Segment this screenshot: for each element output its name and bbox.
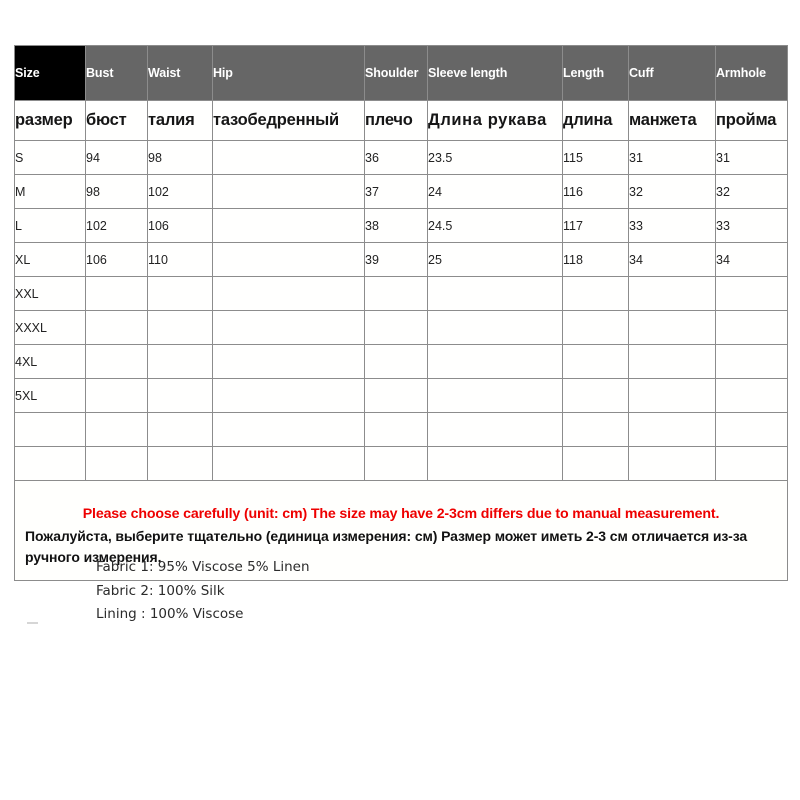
cell-waist bbox=[148, 379, 213, 413]
cell-bust: 106 bbox=[86, 243, 148, 277]
cell-cuff bbox=[629, 345, 716, 379]
cell-cuff bbox=[629, 447, 716, 481]
cell-size: 4XL bbox=[15, 345, 86, 379]
cell-sleeve-length: 23.5 bbox=[428, 141, 563, 175]
header-ru-size: размер bbox=[15, 101, 86, 141]
cell-sleeve-length bbox=[428, 447, 563, 481]
cell-length bbox=[563, 379, 629, 413]
cell-hip bbox=[213, 209, 365, 243]
cell-size bbox=[15, 413, 86, 447]
cell-size: S bbox=[15, 141, 86, 175]
cell-hip bbox=[213, 243, 365, 277]
cell-hip bbox=[213, 379, 365, 413]
header-ru-sleeve-length: Длина рукава bbox=[428, 101, 563, 141]
fabric-line-1: Fabric 1: 95% Viscose 5% Linen bbox=[96, 559, 310, 575]
cell-shoulder bbox=[365, 311, 428, 345]
cell-sleeve-length bbox=[428, 379, 563, 413]
cell-length bbox=[563, 447, 629, 481]
table-row bbox=[15, 277, 788, 311]
header-ru-length: длина bbox=[563, 101, 629, 141]
header-sleeve-length: Sleeve length bbox=[428, 46, 563, 101]
cell-hip bbox=[213, 413, 365, 447]
cell-waist: 102 bbox=[148, 175, 213, 209]
table-row bbox=[15, 209, 788, 243]
header-ru-bust: бюст bbox=[86, 101, 148, 141]
cell-armhole: 33 bbox=[716, 209, 788, 243]
cell-sleeve-length bbox=[428, 413, 563, 447]
margin-artifact-dash bbox=[27, 622, 38, 624]
cell-cuff bbox=[629, 311, 716, 345]
cell-cuff: 32 bbox=[629, 175, 716, 209]
cell-size: XL bbox=[15, 243, 86, 277]
cell-shoulder: 38 bbox=[365, 209, 428, 243]
cell-waist bbox=[148, 345, 213, 379]
cell-sleeve-length: 24 bbox=[428, 175, 563, 209]
header-waist: Waist bbox=[148, 46, 213, 101]
cell-shoulder bbox=[365, 379, 428, 413]
note-warning-russian: Пожалуйста, выберите тщательно (единица измерения: см) Размер может иметь 2-3 см отличается из-за ручного измерения. bbox=[25, 527, 748, 566]
header-shoulder: Shoulder bbox=[365, 46, 428, 101]
fabric-line-2: Fabric 2: 100% Silk bbox=[96, 582, 225, 599]
table-header-row-russian bbox=[15, 101, 788, 141]
cell-size: 5XL bbox=[15, 379, 86, 413]
cell-length bbox=[563, 345, 629, 379]
cell-waist bbox=[148, 447, 213, 481]
cell-size: L bbox=[15, 209, 86, 243]
cell-waist bbox=[148, 277, 213, 311]
cell-shoulder: 36 bbox=[365, 141, 428, 175]
cell-bust bbox=[86, 379, 148, 413]
table-row bbox=[15, 311, 788, 345]
table-row bbox=[15, 447, 788, 481]
cell-bust bbox=[86, 345, 148, 379]
cell-shoulder: 39 bbox=[365, 243, 428, 277]
cell-bust: 98 bbox=[86, 175, 148, 209]
cell-shoulder: 37 bbox=[365, 175, 428, 209]
cell-waist: 106 bbox=[148, 209, 213, 243]
table-row bbox=[15, 175, 788, 209]
cell-cuff bbox=[629, 413, 716, 447]
cell-size bbox=[15, 447, 86, 481]
cell-sleeve-length: 25 bbox=[428, 243, 563, 277]
header-ru-armhole: пройма bbox=[716, 101, 788, 141]
cell-hip bbox=[213, 277, 365, 311]
table-row bbox=[15, 243, 788, 277]
size-measurement-table bbox=[14, 45, 788, 581]
cell-waist bbox=[148, 311, 213, 345]
table-row bbox=[15, 141, 788, 175]
cell-hip bbox=[213, 141, 365, 175]
cell-length: 115 bbox=[563, 141, 629, 175]
cell-bust bbox=[86, 413, 148, 447]
cell-sleeve-length bbox=[428, 311, 563, 345]
cell-cuff: 33 bbox=[629, 209, 716, 243]
cell-sleeve-length bbox=[428, 277, 563, 311]
cell-length bbox=[563, 277, 629, 311]
cell-sleeve-length: 24.5 bbox=[428, 209, 563, 243]
cell-armhole bbox=[716, 413, 788, 447]
cell-shoulder bbox=[365, 345, 428, 379]
cell-waist: 110 bbox=[148, 243, 213, 277]
cell-sleeve-length bbox=[428, 345, 563, 379]
header-cuff: Cuff bbox=[629, 46, 716, 101]
header-ru-waist: талия bbox=[148, 101, 213, 141]
cell-armhole: 32 bbox=[716, 175, 788, 209]
cell-length: 118 bbox=[563, 243, 629, 277]
cell-size: XXL bbox=[15, 277, 86, 311]
fabric-line-3: Lining : 100% Viscose bbox=[96, 606, 244, 622]
header-bust: Bust bbox=[86, 46, 148, 101]
cell-length bbox=[563, 413, 629, 447]
cell-bust: 102 bbox=[86, 209, 148, 243]
cell-shoulder bbox=[365, 277, 428, 311]
cell-bust bbox=[86, 447, 148, 481]
cell-armhole bbox=[716, 447, 788, 481]
table-header-row-english bbox=[15, 46, 788, 101]
cell-cuff bbox=[629, 379, 716, 413]
cell-hip bbox=[213, 175, 365, 209]
cell-hip bbox=[213, 345, 365, 379]
header-ru-cuff: манжета bbox=[629, 101, 716, 141]
cell-bust: 94 bbox=[86, 141, 148, 175]
cell-waist: 98 bbox=[148, 141, 213, 175]
cell-bust bbox=[86, 277, 148, 311]
cell-hip bbox=[213, 447, 365, 481]
cell-waist bbox=[148, 413, 213, 447]
cell-bust bbox=[86, 311, 148, 345]
cell-armhole: 34 bbox=[716, 243, 788, 277]
cell-length: 116 bbox=[563, 175, 629, 209]
header-armhole: Armhole bbox=[716, 46, 788, 101]
cell-armhole bbox=[716, 345, 788, 379]
cell-cuff: 31 bbox=[629, 141, 716, 175]
header-size: Size bbox=[15, 46, 86, 101]
cell-armhole: 31 bbox=[716, 141, 788, 175]
cell-length bbox=[563, 311, 629, 345]
table-row bbox=[15, 413, 788, 447]
cell-hip bbox=[213, 311, 365, 345]
fabric-composition-block bbox=[96, 556, 310, 627]
cell-armhole bbox=[716, 311, 788, 345]
cell-shoulder bbox=[365, 447, 428, 481]
header-length: Length bbox=[563, 46, 629, 101]
cell-shoulder bbox=[365, 413, 428, 447]
cell-armhole bbox=[716, 277, 788, 311]
cell-size: XXXL bbox=[15, 311, 86, 345]
table-row bbox=[15, 379, 788, 413]
header-ru-shoulder: плечо bbox=[365, 101, 428, 141]
cell-length: 117 bbox=[563, 209, 629, 243]
header-ru-hip: тазобедренный bbox=[213, 101, 365, 141]
cell-cuff bbox=[629, 277, 716, 311]
cell-cuff: 34 bbox=[629, 243, 716, 277]
cell-size: M bbox=[15, 175, 86, 209]
table-row bbox=[15, 345, 788, 379]
note-warning-english: Please choose carefully (unit: cm) The size may have 2-3cm differs due to manual measurement. bbox=[82, 505, 720, 522]
cell-armhole bbox=[716, 379, 788, 413]
header-hip: Hip bbox=[213, 46, 365, 101]
